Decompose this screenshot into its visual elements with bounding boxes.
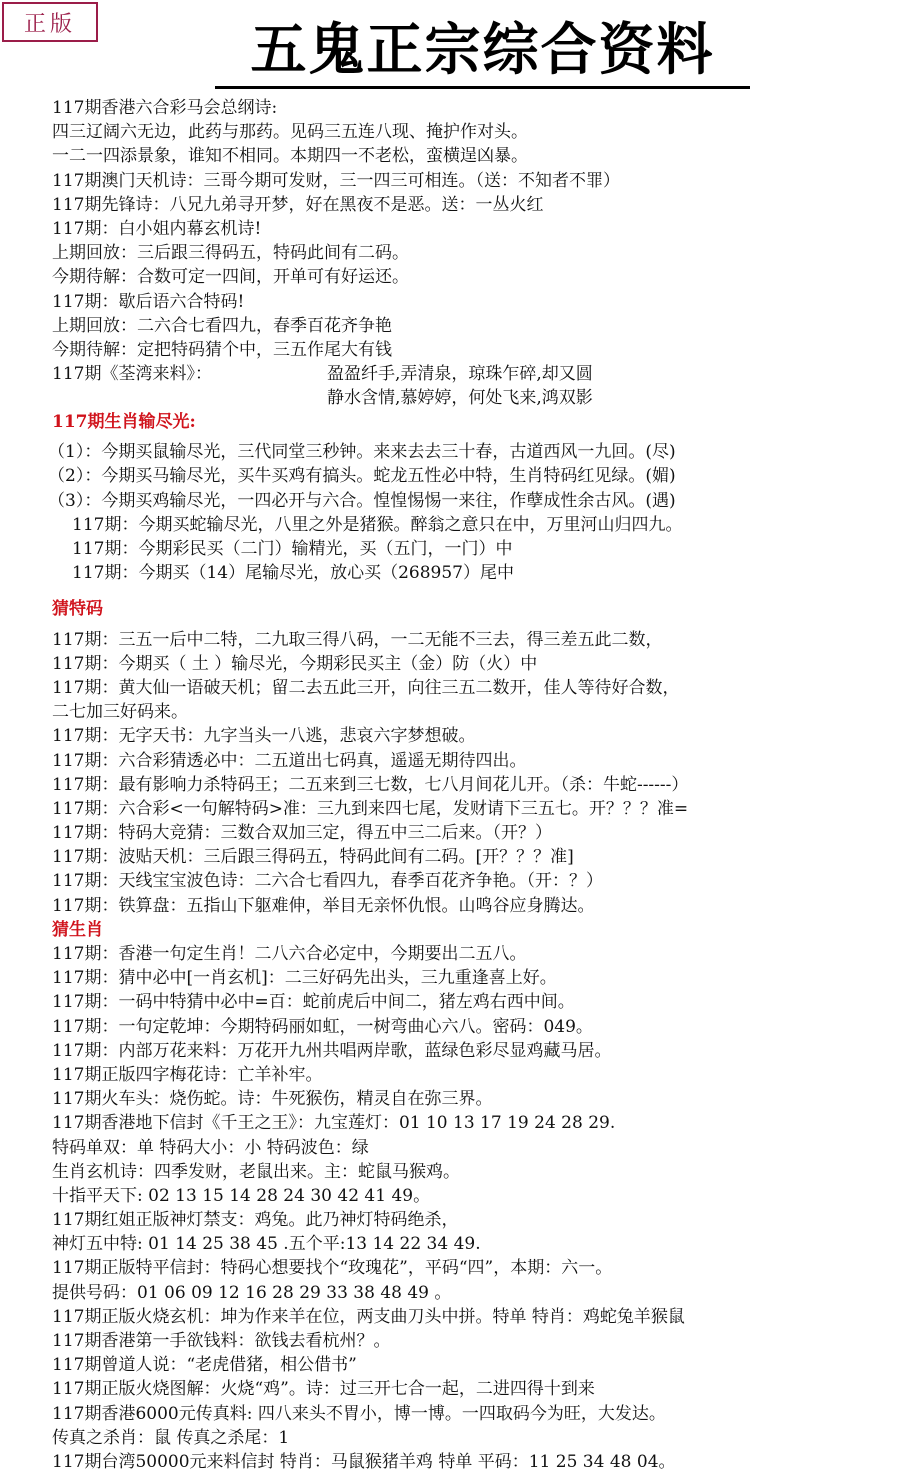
text-line: 117期：歇后语六合特码! [52, 291, 245, 312]
text-line: 117期：三五一后中二特，二九取三得八码，一二无能不三去，得三差五此二数， [52, 629, 663, 650]
text-line: 117期：无字天书：九字当头一八逃，悲哀六字梦想破。 [52, 726, 476, 747]
text-line: 117期正版四字梅花诗：亡羊补牢。 [52, 1064, 323, 1085]
text-line: 117期曾道人说：“老虎借猪，相公借书” [52, 1355, 357, 1376]
text-line: 117期香港地下信封《千王之王》：九宝莲灯：01 10 13 17 19 24 28 29. [52, 1113, 616, 1134]
text-line: 117期：波贴天机：三后跟三得码五，特码此间有二码。[开？？？准] [52, 847, 574, 868]
text-line: （3）：今期买鸡输尽光，一四必开与六合。惶惶惕惕一来往，作孽成性余古风。(遇) [48, 490, 676, 511]
text-line: 117期：今期买蛇输尽光，八里之外是猪猴。醉翁之意只在中，万里河山归四九。 [72, 514, 683, 535]
official-badge: 正版 [2, 2, 98, 42]
poem-line: 静水含情,慕婷婷，何处飞来,鸿双影 [327, 388, 593, 409]
text-line: 117期：六合彩<一句解特码>准：三九到来四七尾，发财请下三五七。开？？？准= [52, 798, 689, 819]
zodiac-heading: 117期生肖输尽光: [52, 412, 196, 433]
text-line: 提供号码：01 06 09 12 16 28 29 33 38 48 49 。 [52, 1282, 452, 1303]
text-line: （2）：今期买马输尽光，买牛买鸡有搞头。蛇龙五性必中特，生肖特码红见绿。(媚) [48, 466, 676, 487]
text-line: 117期：内部万花来料：万花开九州共唱两岸歌，蓝绿色彩尽显鸡藏马居。 [52, 1040, 612, 1061]
poem-lines [327, 362, 593, 410]
text-line: 117期澳门天机诗：三哥今期可发财，三一四三可相连。（送：不知者不罪） [52, 170, 620, 191]
text-line: 117期香港第一手欲钱料：欲钱去看杭州？。 [52, 1331, 391, 1351]
text-line: 传真之杀肖：鼠 传真之杀尾：1 [52, 1427, 290, 1448]
title-underline [215, 86, 750, 89]
text-line: （1）：今期买鼠输尽光，三代同堂三秒钟。来来去去三十春，古道西风一九回。(尽) [48, 442, 676, 463]
special-block [52, 628, 898, 918]
text-line: 117期：六合彩猜透必中：二五道出七码真，遥遥无期待四出。 [52, 750, 527, 771]
text-line: 117期：一码中特猜中必中=百：蛇前虎后中间二，猪左鸡右西中间。 [52, 992, 575, 1013]
poem-label: 117期《荃湾来料》： [52, 364, 212, 385]
text-line: 今期待解：定把特码猜个中，三五作尾大有钱 [52, 339, 392, 360]
text-line: 特码单双：单 特码大小：小 特码波色：绿 [52, 1137, 369, 1158]
text-line: 117期正版特平信封：特码心想要找个“玫瑰花”，平码“四”，本期：六一。 [52, 1258, 613, 1279]
text-line: 今期待解：合数可定一四间，开单可有好运还。 [52, 267, 409, 288]
text-line: 117期：特码大竞猜：三数合双加三定，得五中三二后来。（开？） [52, 823, 552, 844]
text-line: 117期先锋诗：八兄九弟寻开梦，好在黑夜不是恶。送：一丛火红 [52, 194, 544, 215]
text-line: 117期台湾50000元来料信封 特肖：马鼠猴猪羊鸡 特单 平码：11 25 34 48 04。 [52, 1451, 676, 1472]
text-line: 117期：香港一句定生肖！二八六合必定中，今期要出二五八。 [52, 944, 527, 964]
text-line: 117期正版火烧玄机：坤为作来羊在位，两支曲刀头中拼。特单 特肖：鸡蛇兔羊猴鼠 [52, 1306, 685, 1327]
text-line: 117期红姐正版神灯禁支：鸡兔。此乃神灯特码绝杀， [52, 1210, 459, 1231]
zodiac-guess-block [52, 942, 898, 1474]
content [48, 96, 898, 1474]
zodiac-indented-block [52, 513, 898, 586]
text-line: 117期香港6000元传真料: 四八来头不胃小，博一博。一四取码今为旺，大发达。 [52, 1403, 666, 1424]
text-line: 生肖玄机诗：四季发财，老鼠出来。主：蛇鼠马猴鸡。 [52, 1161, 460, 1182]
text-line: 117期：今期买（14）尾输尽光，放心买（268957）尾中 [72, 563, 514, 584]
intro-block [52, 96, 898, 362]
text-line: 117期：一句定乾坤：今期特码丽如虹，一树弯曲心六八。密码：049。 [52, 1016, 593, 1037]
poem-line: 盈盈纤手,弄清泉，琼珠乍碎,却又圆 [327, 364, 593, 385]
text-line: 上期回放：三后跟三得码五，特码此间有二码。 [52, 243, 409, 264]
text-line: 上期回放：二六合七看四九，春季百花齐争艳 [52, 315, 392, 336]
text-line: 117期火车头：烧伤蛇。诗：牛死猴伤，精灵自在弥三界。 [52, 1089, 493, 1110]
zodiac-block [48, 440, 898, 513]
text-line: 117期正版火烧图解：火烧“鸡”。诗：过三开七合一起，二进四得十到来 [52, 1379, 595, 1400]
page-title: 五鬼正宗综合资料 [250, 17, 715, 83]
text-line: 二七加三好码来。 [52, 702, 188, 723]
text-line: 117期：今期买（ 土 ）输尽光，今期彩民买主（金）防（火）中 [52, 653, 538, 674]
poem-row [52, 362, 898, 410]
text-line: 十指平天下: 02 13 15 14 28 24 30 42 41 49。 [52, 1185, 431, 1206]
text-line: 117期：今期彩民买（二门）输精光，买（五门，一门）中 [72, 539, 513, 559]
text-line: 117期香港六合彩马会总纲诗: [52, 98, 278, 118]
text-line: 四三辽阔六无边，此药与那药。见码三五连八现、掩护作对头。 [52, 122, 528, 143]
text-line: 117期：黄大仙一语破天机；留二去五此三开，向往三五二数开，佳人等待好合数， [52, 677, 680, 698]
text-line: 神灯五中特: 01 14 25 38 45 .五个平:13 14 22 34 49. [52, 1234, 481, 1255]
text-line: 117期：猜中必中[一肖玄机]：二三好码先出头，三九重逢喜上好。 [52, 968, 557, 989]
text-line: 一二一四添景象，谁知不相同。本期四一不老松，蛮横逞凶暴。 [52, 146, 528, 167]
text-line: 117期：最有影响力杀特码王；二五来到三七数，七八月间花儿开。（杀：牛蛇------） [52, 774, 689, 795]
text-line: 117期：天线宝宝波色诗：二六合七看四九，春季百花齐争艳。（开：？） [52, 871, 603, 892]
special-heading: 猜特码 [52, 599, 103, 620]
text-line: 117期：铁算盘：五指山下躯难伸，举目无亲怀仇恨。山鸣谷应身腾达。 [52, 895, 595, 916]
zodiac-guess-heading: 猜生肖 [52, 919, 103, 940]
text-line: 117期：白小姐内幕玄机诗! [52, 218, 262, 239]
